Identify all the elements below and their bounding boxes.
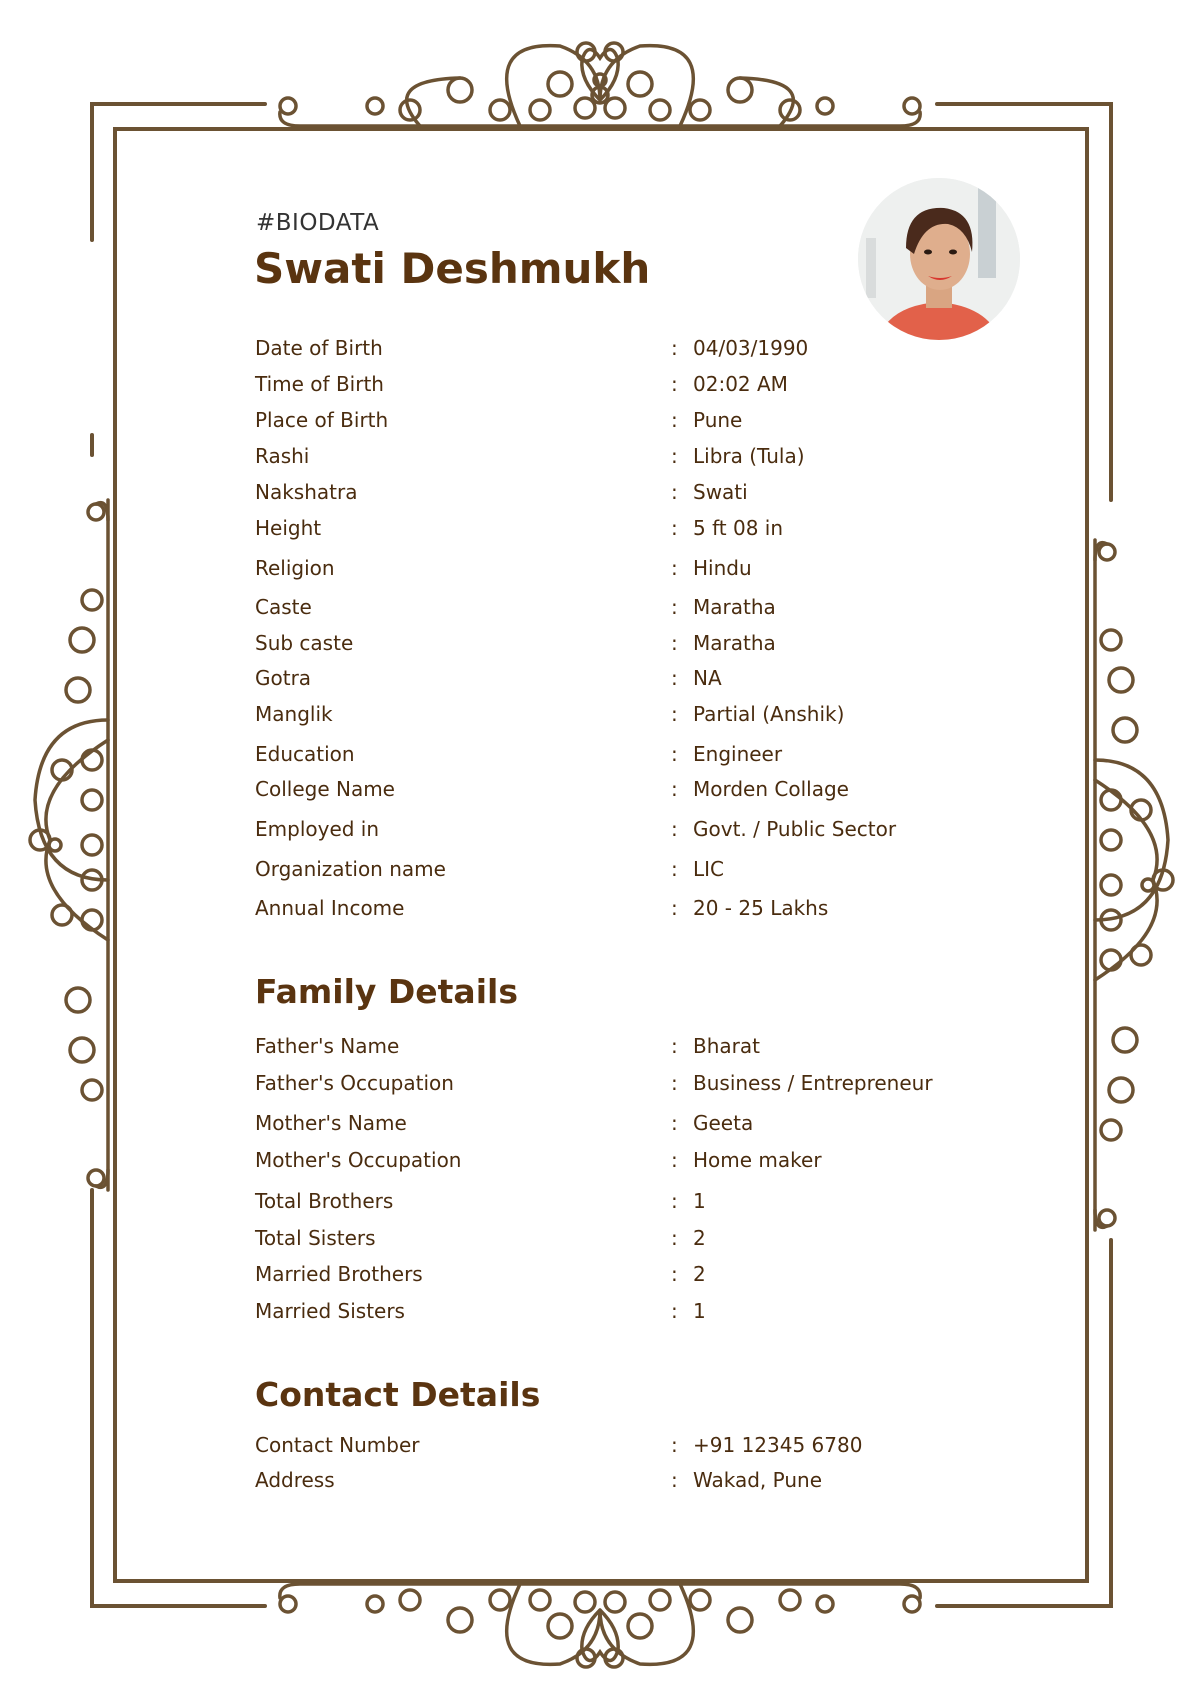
detail-label: Education bbox=[255, 742, 355, 766]
separator-colon: : bbox=[671, 372, 678, 396]
detail-label: Sub caste bbox=[255, 631, 354, 655]
separator-colon: : bbox=[671, 408, 678, 432]
detail-label: Date of Birth bbox=[255, 336, 383, 360]
detail-label: Employed in bbox=[255, 817, 380, 841]
detail-label: Manglik bbox=[255, 702, 333, 726]
detail-value: 2 bbox=[693, 1262, 706, 1286]
detail-label: Total Brothers bbox=[255, 1189, 394, 1213]
detail-value: 04/03/1990 bbox=[693, 336, 809, 360]
detail-value: Hindu bbox=[693, 556, 752, 580]
separator-colon: : bbox=[671, 1189, 678, 1213]
detail-value: +91 12345 6780 bbox=[693, 1433, 863, 1457]
detail-value: Engineer bbox=[693, 742, 783, 766]
separator-colon: : bbox=[671, 857, 678, 881]
separator-colon: : bbox=[671, 1148, 678, 1172]
separator-colon: : bbox=[671, 516, 678, 540]
separator-colon: : bbox=[671, 595, 678, 619]
detail-label: Nakshatra bbox=[255, 480, 358, 504]
detail-value: Morden Collage bbox=[693, 777, 849, 801]
detail-value: 1 bbox=[693, 1189, 706, 1213]
detail-value: Geeta bbox=[693, 1111, 754, 1135]
separator-colon: : bbox=[671, 896, 678, 920]
detail-value: Home maker bbox=[693, 1148, 822, 1172]
detail-label: Mother's Name bbox=[255, 1111, 407, 1135]
detail-label: College Name bbox=[255, 777, 395, 801]
detail-label: Religion bbox=[255, 556, 335, 580]
detail-label: Rashi bbox=[255, 444, 310, 468]
separator-colon: : bbox=[671, 777, 678, 801]
separator-colon: : bbox=[671, 1111, 678, 1135]
detail-value: Libra (Tula) bbox=[693, 444, 805, 468]
separator-colon: : bbox=[671, 444, 678, 468]
separator-colon: : bbox=[671, 742, 678, 766]
detail-value: Business / Entrepreneur bbox=[693, 1071, 933, 1095]
separator-colon: : bbox=[671, 1034, 678, 1058]
detail-value: 20 - 25 Lakhs bbox=[693, 896, 829, 920]
separator-colon: : bbox=[671, 631, 678, 655]
separator-colon: : bbox=[671, 1071, 678, 1095]
detail-label: Time of Birth bbox=[255, 372, 384, 396]
top-ornament bbox=[280, 43, 920, 126]
separator-colon: : bbox=[671, 1299, 678, 1323]
separator-colon: : bbox=[671, 1468, 678, 1492]
separator-colon: : bbox=[671, 1262, 678, 1286]
separator-colon: : bbox=[671, 1433, 678, 1457]
detail-label: Gotra bbox=[255, 666, 312, 690]
detail-label: Place of Birth bbox=[255, 408, 389, 432]
detail-value: 1 bbox=[693, 1299, 706, 1323]
family-details-heading: Family Details bbox=[255, 972, 518, 1011]
detail-value: NA bbox=[693, 666, 722, 690]
detail-label: Father's Occupation bbox=[255, 1071, 454, 1095]
bottom-ornament bbox=[280, 1584, 920, 1667]
detail-value: Pune bbox=[693, 408, 743, 432]
detail-value: 02:02 AM bbox=[693, 372, 788, 396]
detail-label: Height bbox=[255, 516, 322, 540]
contact-details-heading: Contact Details bbox=[255, 1375, 541, 1414]
detail-label: Organization name bbox=[255, 857, 446, 881]
detail-label: Father's Name bbox=[255, 1034, 400, 1058]
detail-value: Govt. / Public Sector bbox=[693, 817, 897, 841]
detail-value: 5 ft 08 in bbox=[693, 516, 784, 540]
detail-label: Total Sisters bbox=[255, 1226, 376, 1250]
right-ornament bbox=[1095, 540, 1173, 1230]
separator-colon: : bbox=[671, 666, 678, 690]
detail-value: Partial (Anshik) bbox=[693, 702, 845, 726]
separator-colon: : bbox=[671, 817, 678, 841]
left-ornament bbox=[30, 500, 108, 1190]
detail-label: Caste bbox=[255, 595, 312, 619]
detail-value: Wakad, Pune bbox=[693, 1468, 823, 1492]
detail-value: Maratha bbox=[693, 631, 776, 655]
detail-label: Married Brothers bbox=[255, 1262, 423, 1286]
separator-colon: : bbox=[671, 336, 678, 360]
biodata-tag: #BIODATA bbox=[256, 210, 380, 236]
separator-colon: : bbox=[671, 556, 678, 580]
detail-label: Contact Number bbox=[255, 1433, 420, 1457]
profile-photo bbox=[858, 178, 1020, 340]
separator-colon: : bbox=[671, 480, 678, 504]
detail-label: Annual Income bbox=[255, 896, 405, 920]
detail-label: Married Sisters bbox=[255, 1299, 405, 1323]
detail-value: Bharat bbox=[693, 1034, 760, 1058]
person-name: Swati Deshmukh bbox=[254, 244, 651, 293]
detail-value: Maratha bbox=[693, 595, 776, 619]
detail-label: Address bbox=[255, 1468, 335, 1492]
detail-value: LIC bbox=[693, 857, 725, 881]
detail-value: Swati bbox=[693, 480, 748, 504]
detail-label: Mother's Occupation bbox=[255, 1148, 462, 1172]
separator-colon: : bbox=[671, 1226, 678, 1250]
detail-value: 2 bbox=[693, 1226, 706, 1250]
separator-colon: : bbox=[671, 702, 678, 726]
